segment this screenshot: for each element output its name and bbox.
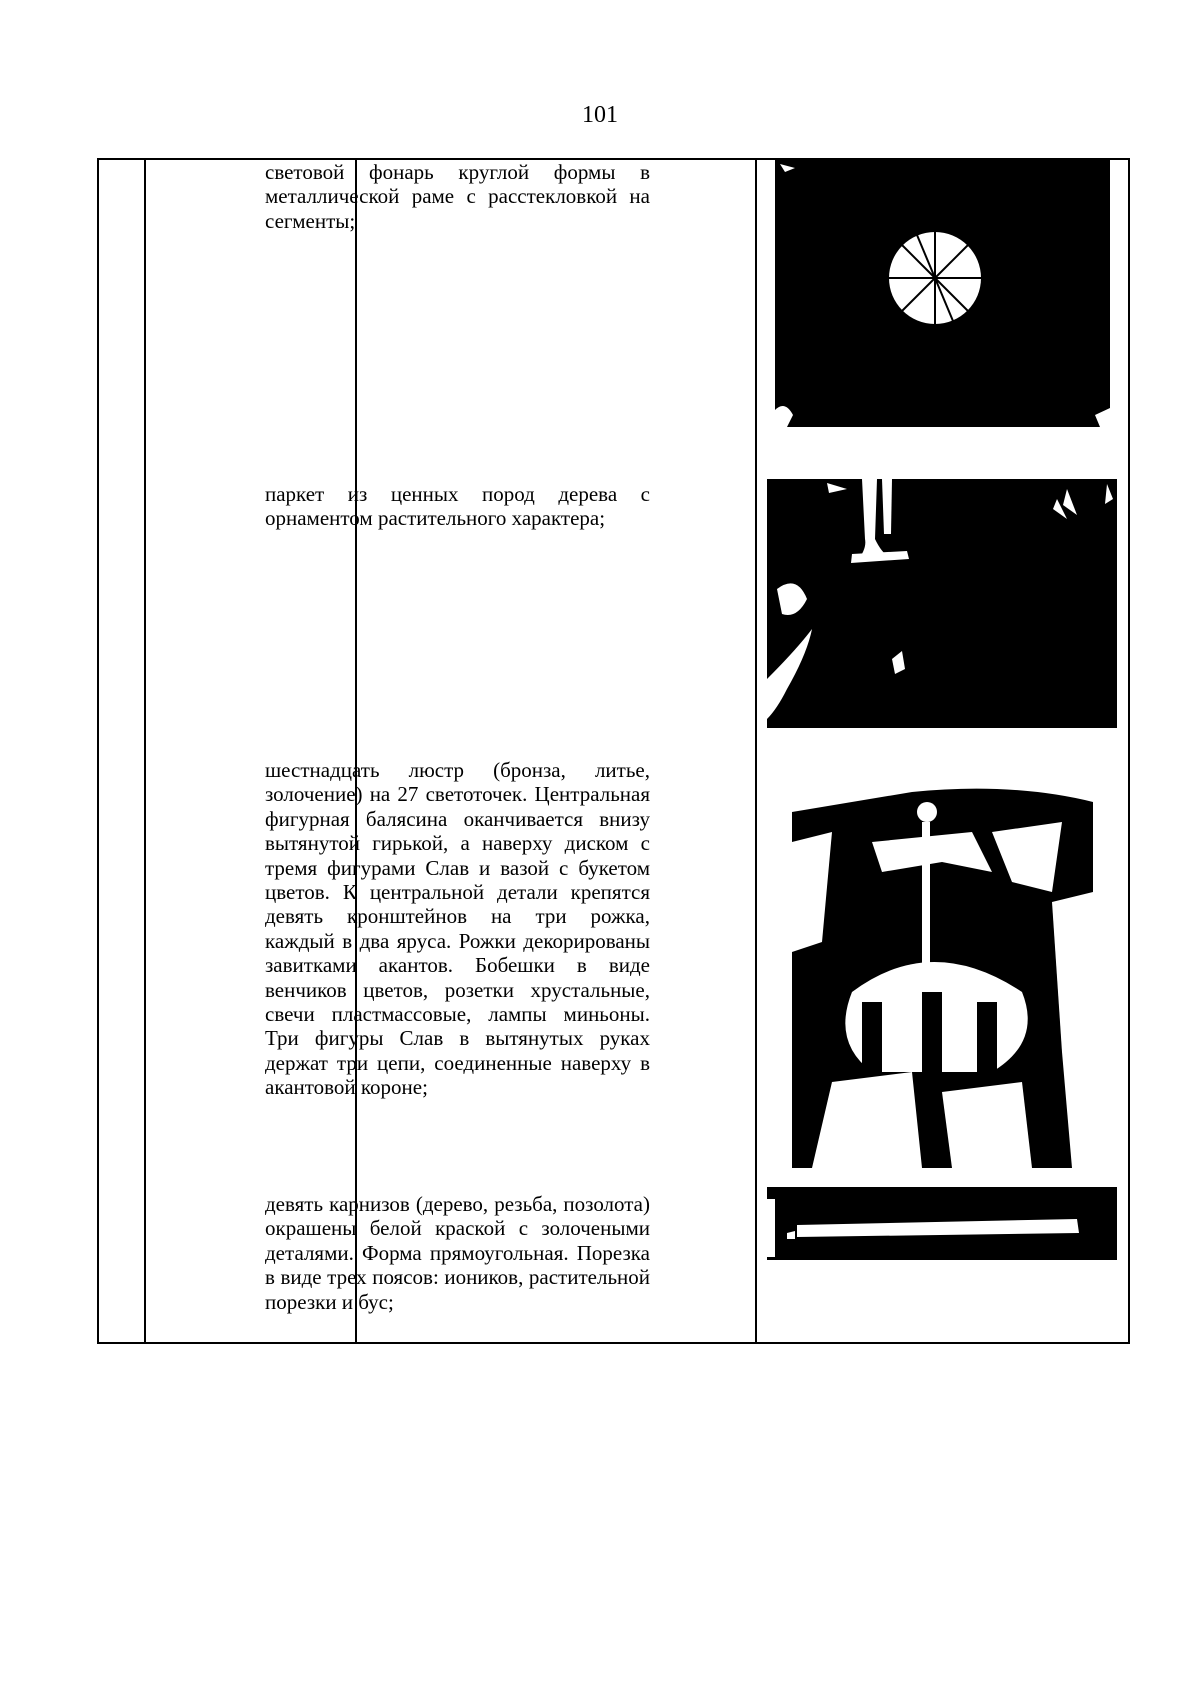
- entry-description: паркет из ценных пород дерева с орнаментом растительного характера;: [265, 482, 650, 531]
- entry-description: шестнадцать люстр (бронза, литье, золочение) на 27 светоточек. Центральная фигурная балясина оканчивается внизу вытянутой гирькой, а наверху диском с тремя фигурами Слав и вазой с букетом цветов. К центральной детали крепятся девять кронштейнов на три рожка, каждый в два яруса. Рожки декорированы завитками акантов. Бобешки в виде венчиков цветов, розетки хрустальные, свечи пластмассовые, лампы миньоны. Три фигуры Слав в вытянутых руках держат три цепи, соединенные наверху в акантовой короне;: [265, 758, 650, 1100]
- entry-description: световой фонарь круглой формы в металлической раме с расстекловкой на сегменты;: [265, 160, 650, 233]
- round-skylight-image: [775, 160, 1110, 427]
- cornice-image: [767, 1187, 1117, 1260]
- page-number: 101: [582, 102, 618, 128]
- column-divider: [355, 160, 357, 1342]
- parquet-image: [767, 479, 1117, 728]
- entry-description: девять карнизов (дерево, резьба, позолота) окрашены белой краской с золочеными деталями. Форма прямоугольная. Порезка в виде трех поясов: иоников, растительной порезки и бус;: [265, 1192, 650, 1314]
- column-divider: [144, 160, 146, 1342]
- round-skylight-photo: [775, 160, 1110, 427]
- chandelier-photo: [792, 752, 1093, 1168]
- parquet-photo: [767, 479, 1117, 728]
- cornice-photo: [767, 1187, 1117, 1260]
- column-divider: [755, 160, 757, 1342]
- chandelier-image: [792, 752, 1093, 1168]
